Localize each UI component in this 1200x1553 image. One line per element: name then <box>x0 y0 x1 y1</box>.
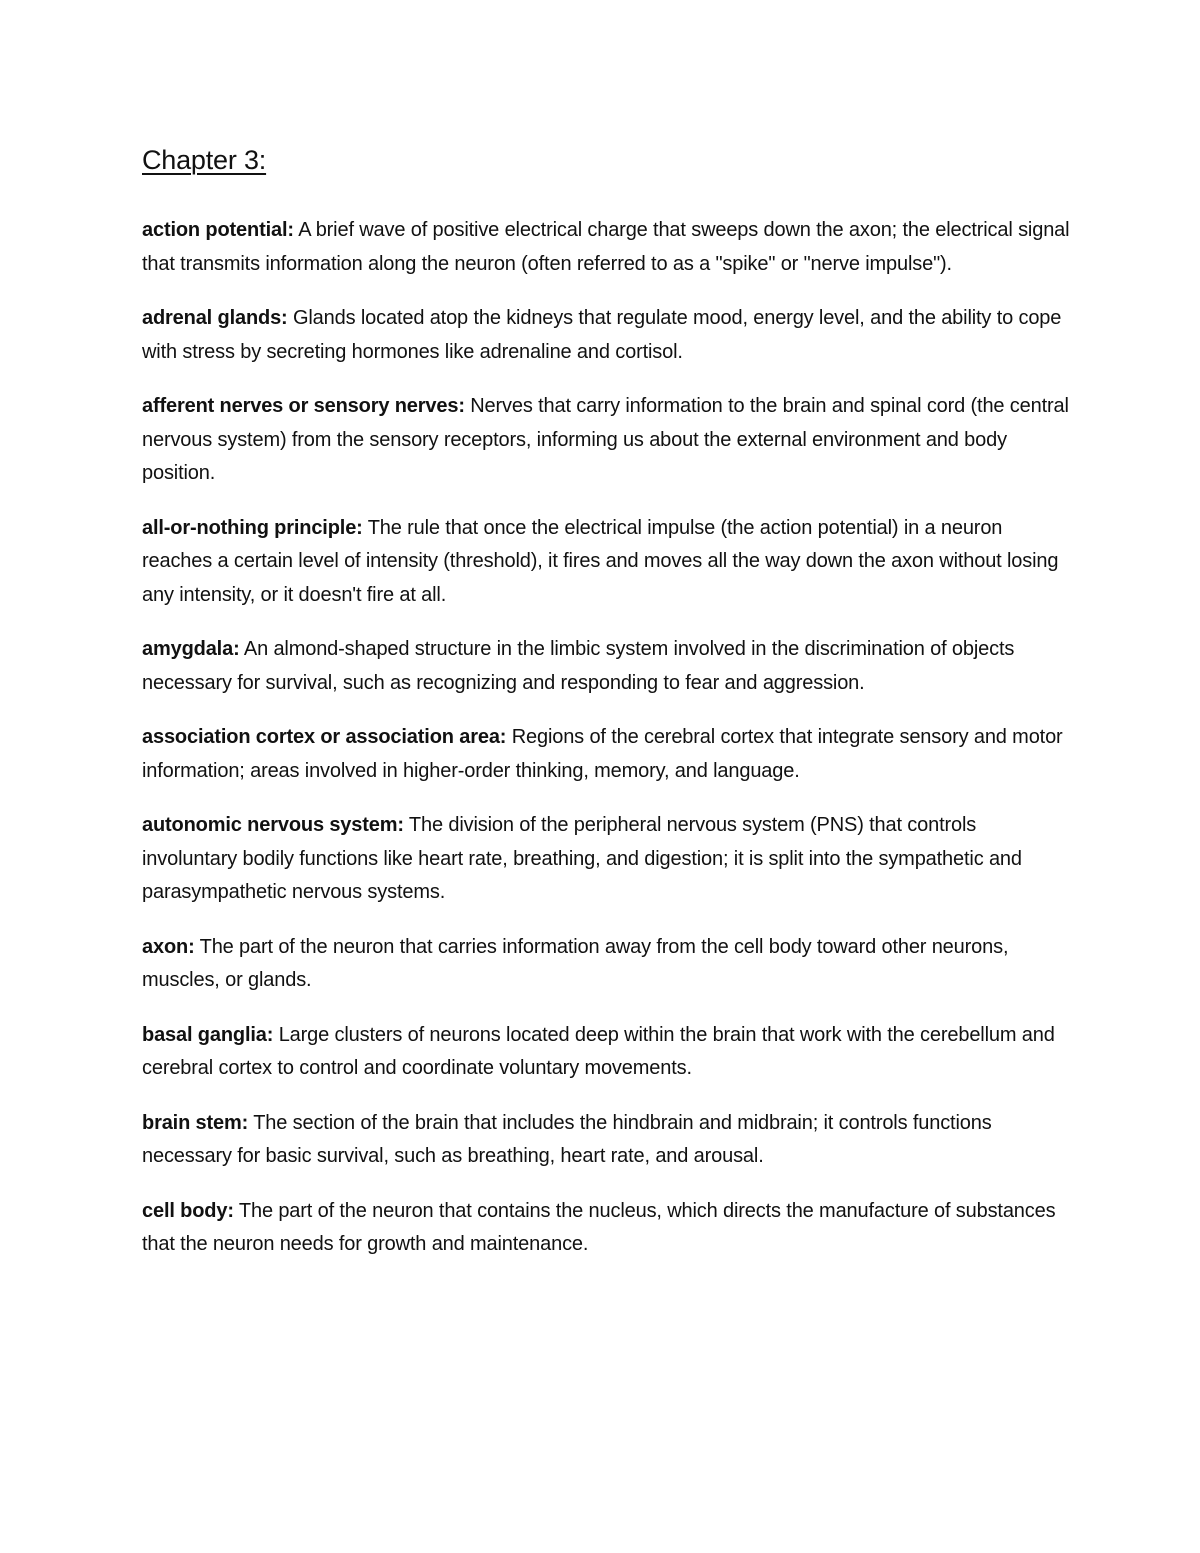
glossary-definition: Regions of the cerebral cortex that integrate sensory and motor information; areas involved in higher-order thinking, memory, and language. <box>142 726 1063 782</box>
glossary-term: brain stem: <box>142 1111 249 1134</box>
glossary-term: basal ganglia: <box>142 1023 274 1046</box>
glossary-entry-all-or-nothing <box>142 512 1072 613</box>
glossary-definition: Glands located atop the kidneys that regulate mood, energy level, and the ability to cope with stress by secreting hormones like adrenaline and cortisol. <box>142 307 1062 363</box>
glossary-entry-adrenal-glands <box>142 302 1072 369</box>
glossary-entry-action-potential <box>142 214 1072 281</box>
glossary-term: all-or-nothing principle: <box>142 516 363 539</box>
glossary-definition: The rule that once the electrical impulse (the action potential) in a neuron reaches a certain level of intensity (threshold), it fires and moves all the way down the axon without losing any intensity, or it doesn't fire at all. <box>142 516 1059 606</box>
glossary-term: amygdala: <box>142 638 240 660</box>
glossary-definition: Large clusters of neurons located deep within the brain that work with the cerebellum and cerebral cortex to control and coordinate voluntary movements. <box>142 1023 1055 1079</box>
glossary-definition: The section of the brain that includes the hindbrain and midbrain; it controls functions necessary for basic survival, such as breathing, heart rate, and arousal. <box>142 1111 992 1167</box>
document-page <box>142 140 1072 1283</box>
glossary-definition: The part of the neuron that contains the nucleus, which directs the manufacture of substances that the neuron needs for growth and maintenance. <box>142 1199 1056 1255</box>
glossary-definition: The division of the peripheral nervous system (PNS) that controls involuntary bodily functions like heart rate, breathing, and digestion; it is split into the sympathetic and parasympathetic nervous systems. <box>142 814 1022 903</box>
chapter-title: Chapter 3: <box>142 145 267 175</box>
glossary-entry-association-cortex <box>142 721 1072 788</box>
glossary-term: cell body: <box>142 1199 234 1222</box>
glossary-entry-cell-body <box>142 1195 1072 1262</box>
glossary-term: axon: <box>142 935 195 958</box>
glossary-entry-afferent-nerves <box>142 390 1072 491</box>
glossary-definition: Nerves that carry information to the brain and spinal cord (the central nervous system) from the sensory receptors, informing us about the external environment and body position. <box>142 395 1069 484</box>
glossary-term: association cortex or association area: <box>142 726 507 748</box>
glossary-entry-amygdala <box>142 633 1072 700</box>
glossary-entry-autonomic-nervous-system <box>142 809 1072 910</box>
glossary-entry-basal-ganglia <box>142 1019 1072 1086</box>
glossary-entry-brain-stem <box>142 1107 1072 1174</box>
glossary-entry-axon <box>142 931 1072 998</box>
glossary-term: adrenal glands: <box>142 307 288 329</box>
glossary-definition: A brief wave of positive electrical charge that sweeps down the axon; the electrical signal that transmits information along the neuron (often referred to as a "spike" or "nerve impulse"). <box>142 219 1070 275</box>
glossary-term: action potential: <box>142 219 294 241</box>
glossary-definition: An almond-shaped structure in the limbic system involved in the discrimination of objects necessary for survival, such as recognizing and responding to fear and aggression. <box>142 638 1015 694</box>
glossary-term: autonomic nervous system: <box>142 814 404 836</box>
glossary-term: afferent nerves or sensory nerves: <box>142 395 465 417</box>
glossary-definition: The part of the neuron that carries information away from the cell body toward other neurons, muscles, or glands. <box>142 935 1009 991</box>
